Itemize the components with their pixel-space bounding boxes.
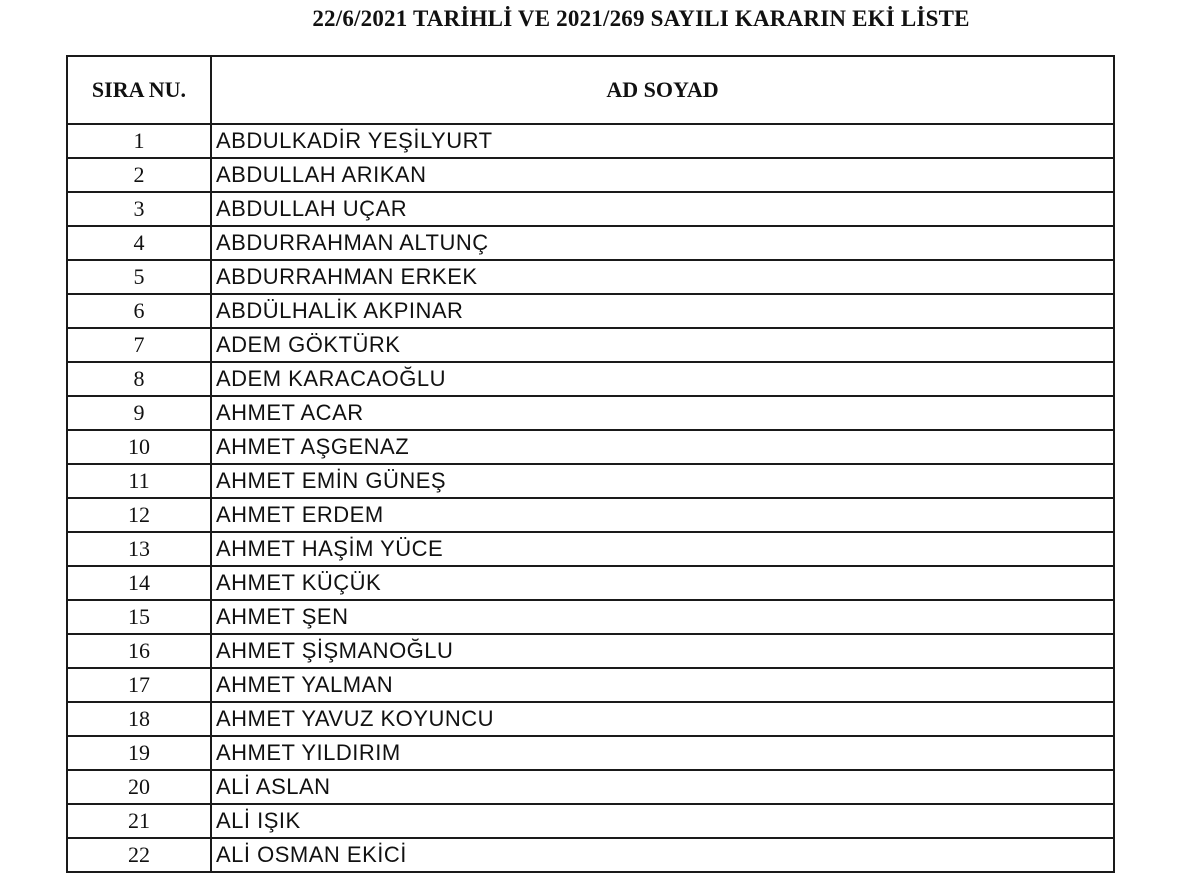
table-row (67, 260, 1114, 294)
row-full-name: ADEM GÖKTÜRK (211, 328, 1114, 362)
row-number: 5 (67, 260, 211, 294)
table-row (67, 668, 1114, 702)
table-row (67, 736, 1114, 770)
header-sira-nu: SIRA NU. (67, 56, 211, 124)
row-full-name: ABDURRAHMAN ERKEK (211, 260, 1114, 294)
table-row (67, 770, 1114, 804)
table-row (67, 124, 1114, 158)
row-number: 22 (67, 838, 211, 872)
row-full-name: AHMET YAVUZ KOYUNCU (211, 702, 1114, 736)
row-full-name: AHMET KÜÇÜK (211, 566, 1114, 600)
row-number: 7 (67, 328, 211, 362)
row-number: 20 (67, 770, 211, 804)
row-number: 12 (67, 498, 211, 532)
row-number: 10 (67, 430, 211, 464)
table-header-row (67, 56, 1114, 124)
table-row (67, 362, 1114, 396)
row-full-name: AHMET EMİN GÜNEŞ (211, 464, 1114, 498)
row-full-name: AHMET YILDIRIM (211, 736, 1114, 770)
row-full-name: ABDULKADİR YEŞİLYURT (211, 124, 1114, 158)
table-row (67, 804, 1114, 838)
row-full-name: AHMET ŞİŞMANOĞLU (211, 634, 1114, 668)
row-number: 6 (67, 294, 211, 328)
document-title: 22/6/2021 TARİHLİ VE 2021/269 SAYILI KARARIN EKİ LİSTE (312, 6, 970, 31)
row-number: 1 (67, 124, 211, 158)
name-list-table (66, 55, 1115, 873)
row-full-name: AHMET AŞGENAZ (211, 430, 1114, 464)
table-row (67, 566, 1114, 600)
row-full-name: ALİ IŞIK (211, 804, 1114, 838)
row-full-name: AHMET ERDEM (211, 498, 1114, 532)
row-number: 3 (67, 192, 211, 226)
table-row (67, 838, 1114, 872)
row-number: 4 (67, 226, 211, 260)
row-full-name: ADEM KARACAOĞLU (211, 362, 1114, 396)
table-row (67, 192, 1114, 226)
table-body (67, 124, 1114, 872)
row-number: 9 (67, 396, 211, 430)
row-number: 14 (67, 566, 211, 600)
header-ad-soyad: AD SOYAD (211, 56, 1114, 124)
row-full-name: AHMET ACAR (211, 396, 1114, 430)
row-number: 18 (67, 702, 211, 736)
row-full-name: AHMET ŞEN (211, 600, 1114, 634)
row-full-name: ABDURRAHMAN ALTUNÇ (211, 226, 1114, 260)
row-full-name: AHMET HAŞİM YÜCE (211, 532, 1114, 566)
table-row (67, 396, 1114, 430)
table-row (67, 294, 1114, 328)
table-row (67, 532, 1114, 566)
row-full-name: ALİ ASLAN (211, 770, 1114, 804)
table-row (67, 702, 1114, 736)
row-number: 2 (67, 158, 211, 192)
row-number: 13 (67, 532, 211, 566)
table-row (67, 158, 1114, 192)
table-row (67, 226, 1114, 260)
table-row (67, 430, 1114, 464)
row-number: 16 (67, 634, 211, 668)
row-number: 19 (67, 736, 211, 770)
row-number: 15 (67, 600, 211, 634)
table-row (67, 600, 1114, 634)
row-number: 11 (67, 464, 211, 498)
table-row (67, 634, 1114, 668)
row-full-name: ABDÜLHALİK AKPINAR (211, 294, 1114, 328)
table-row (67, 328, 1114, 362)
row-number: 17 (67, 668, 211, 702)
row-full-name: ABDULLAH ARIKAN (211, 158, 1114, 192)
row-full-name: ALİ OSMAN EKİCİ (211, 838, 1114, 872)
table-row (67, 498, 1114, 532)
table-row (67, 464, 1114, 498)
row-full-name: ABDULLAH UÇAR (211, 192, 1114, 226)
row-number: 8 (67, 362, 211, 396)
row-number: 21 (67, 804, 211, 838)
row-full-name: AHMET YALMAN (211, 668, 1114, 702)
